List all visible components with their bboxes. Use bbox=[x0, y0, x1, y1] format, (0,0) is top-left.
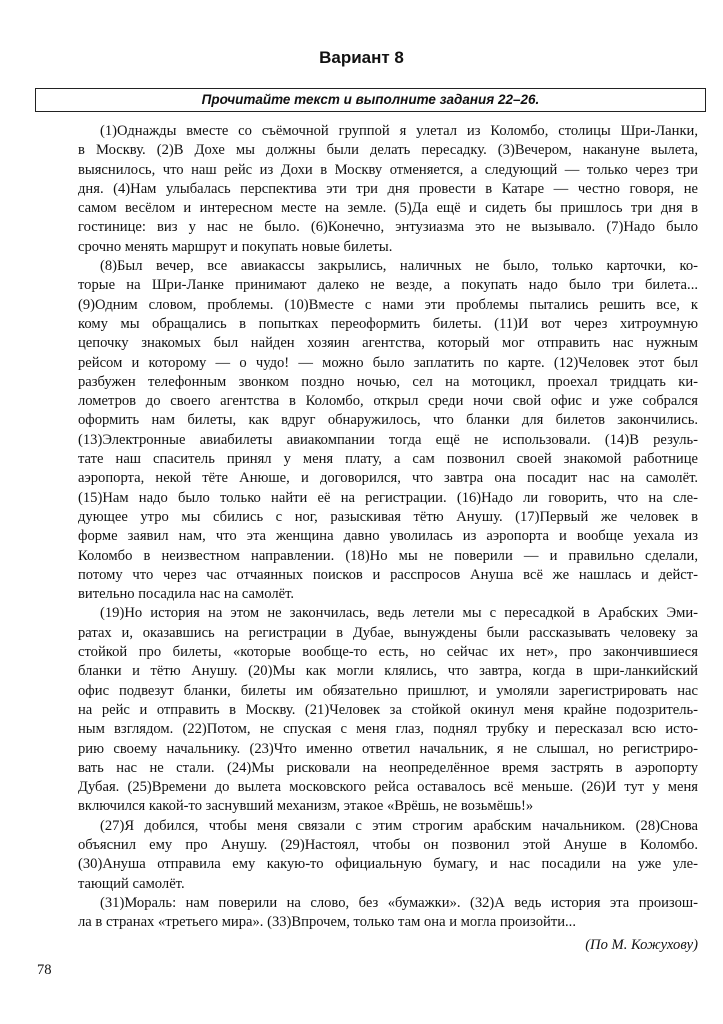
paragraph bbox=[78, 257, 698, 604]
text-line: Дубая. (25)Времени до вылета московского рейса оставалось всё меньше. (26)И тут у меня bbox=[78, 779, 698, 796]
text-line: включился какой-то заснувший механизм, этакое «Врёшь, не возьмёшь!» bbox=[78, 798, 534, 815]
text-line: тате наш спаситель принял у меня плату, а сам позвонил своей знакомой работнице bbox=[78, 451, 698, 468]
text-line: (8)Был вечер, все авиакассы закрылись, наличных не было, только карточки, ко- bbox=[100, 258, 698, 275]
text-line: рию своему начальнику. (23)Что именно ответил начальник, я не слышал, но регистриро- bbox=[78, 740, 698, 757]
text-line: ла в странах «третьего мира». (33)Впрочем, только там она и могла произойти... bbox=[78, 914, 576, 931]
text-line: объяснил ему про Анушу. (29)Настоял, чтобы он позвонил этой Ануше в Коломбо. bbox=[78, 836, 698, 853]
text-line: самом весёлом и интересном месте на земле. (5)Да ещё и сидеть бы пришлось три дня в bbox=[78, 200, 698, 217]
page-number: 78 bbox=[37, 962, 52, 979]
text-line: (19)Но история на этом не закончилась, ведь летели мы с пересадкой в Арабских Эми- bbox=[100, 605, 698, 622]
text-line: ным взглядом. (22)Потом, не спуская с меня глаз, поднял трубку и пересказал всю исто- bbox=[78, 721, 698, 738]
source-attribution: (По М. Кожухову) bbox=[585, 937, 698, 954]
text-line: форме заявил нам, что эта женщина давно уволилась из аэропорта и вообще уехала из bbox=[78, 528, 698, 545]
text-line: на рейс и отправить в Москву. (21)Человек за стойкой окинул меня крайне подозритель- bbox=[78, 701, 698, 718]
page-body bbox=[37, 122, 698, 980]
text-line: ратах и, оказавшись на регистрации в Дубае, вынуждены были рассказывать человеку за bbox=[78, 624, 698, 641]
text-line: (15)Нам надо было только найти её на регистрации. (16)Надо ли говорить, что на сле- bbox=[78, 489, 698, 506]
text-line: (31)Мораль: нам поверили на слово, без «бумажки». (32)А ведь история эта произош- bbox=[100, 894, 698, 911]
text-line: потому что через час отчаянных поисков и расспросов Ануша всё же нашлась и дейст- bbox=[78, 566, 698, 583]
page-title: Вариант 8 bbox=[319, 48, 404, 67]
text-line: срочно менять маршрут и покупать новые билеты. bbox=[78, 238, 393, 255]
text-line: в Москву. (2)В Дохе мы должны были делать пересадку. (3)Вечером, накануне вылета, bbox=[78, 142, 698, 159]
text-line: дня. (4)Нам улыбалась перспектива эти три дня провести в Катаре — честно говоря, не bbox=[78, 180, 698, 197]
text-line: оформить нам билеты, как вдруг обнаружилось, что бланки для билетов закончились. bbox=[78, 412, 698, 429]
text-line: тающий самолёт. bbox=[78, 875, 185, 892]
text-line: стойкой про билеты, «которые вообще-то есть, но сейчас их нет», про закончившиеся bbox=[78, 644, 698, 661]
paragraph bbox=[78, 894, 698, 933]
text-line: (27)Я добился, чтобы меня связали с этим строгим арабским начальником. (28)Снова bbox=[100, 817, 698, 834]
text-line: бланки и тётю Анушу. (20)Мы как могли клялись, что завтра, когда в шри-ланкийский bbox=[78, 663, 698, 680]
text-line: (13)Электронные авиабилеты авиакомпании тогда ещё не использовали. (14)В резуль- bbox=[78, 431, 698, 448]
text-line: (30)Ануша отправила ему какую-то официальную бумагу, и нас посадили на уже уле- bbox=[78, 856, 698, 873]
paragraph bbox=[78, 604, 698, 816]
text-line: вать нас не стали. (24)Мы рисковали на неопределённое время застрять в аэропорту bbox=[78, 759, 698, 776]
instruction-text: Прочитайте текст и выполните задания 22–26. bbox=[201, 92, 540, 107]
article-text bbox=[78, 122, 698, 932]
text-line: выяснилось, что наш рейс из Дохи в Москву отменяется, а следующий — только через три bbox=[78, 161, 698, 178]
instruction-box bbox=[35, 88, 706, 112]
text-line: рейсом и которому — о чудо! — можно было заплатить по карте. (12)Человек этот был bbox=[78, 354, 698, 371]
text-line: (1)Однажды вместе со съёмочной группой я улетал из Коломбо, столицы Шри-Ланки, bbox=[100, 123, 698, 139]
text-line: лометров до своего агентства в Коломбо, открыл среди ночи свой офис и уже собрался bbox=[78, 393, 698, 410]
text-line: аэропорта, некой тёте Анюше, и договорился, что завтра она посадит нас на самолёт. bbox=[78, 470, 698, 487]
text-line: гостинице: виз у нас не было. (6)Конечно, энтузиазма это не вызывало. (7)Надо было bbox=[78, 219, 698, 236]
text-line: торые на Шри-Ланке принимают далеко не везде, а покупать надо было три билета... bbox=[78, 277, 698, 294]
text-line: дующее утро мы сбились с ног, разыскивая тётю Анушу. (17)Первый же человек в bbox=[78, 508, 698, 525]
paragraph bbox=[78, 122, 698, 257]
text-line: Коломбо в неизвестном направлении. (18)Но мы не поверили — и правильно сделали, bbox=[78, 547, 698, 564]
text-line: цепочку знакомых был найден хозяин агентства, который мог отправить нас нужным bbox=[78, 335, 698, 352]
text-line: офис подвезут бланки, билеты им обязательно пришлют, и умоляли зарегистрировать нас bbox=[78, 682, 698, 699]
text-line: кому мы обращались в попытках переоформить билеты. (11)И вот через хитроумную bbox=[78, 315, 698, 332]
text-line: разбужен телефонным звонком поздно ночью, сел на мотоцикл, проехал тридцать ки- bbox=[78, 373, 698, 390]
text-line: (9)Одним словом, проблемы. (10)Вместе с нами эти проблемы пытались решить все, к bbox=[78, 296, 698, 313]
paragraph bbox=[78, 817, 698, 894]
text-line: вительно посадила нас на самолёт. bbox=[78, 586, 295, 603]
